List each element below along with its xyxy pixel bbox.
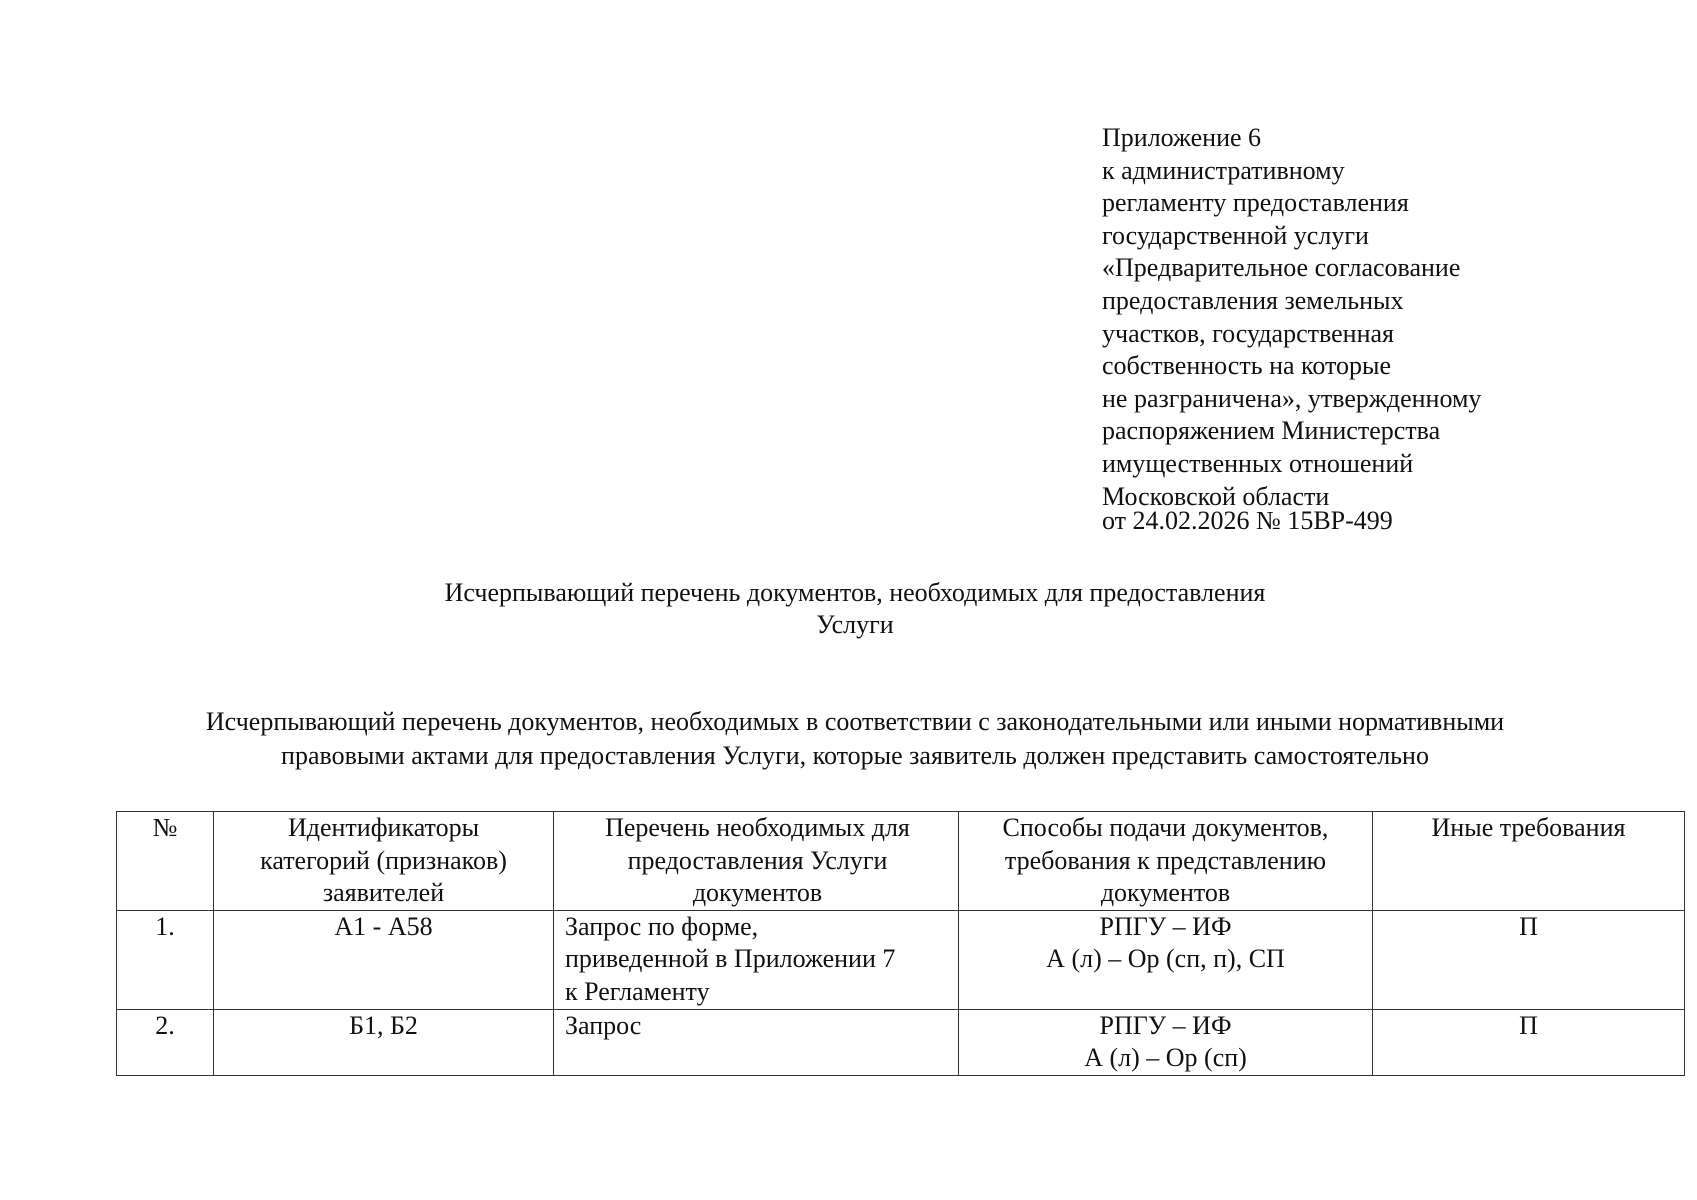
header-text: Способы подачи документов, [1002,813,1329,842]
section-subtitle [0,705,1697,773]
row-other-requirements: П [1373,910,1685,1009]
table-header-row [117,812,1685,911]
appendix-line: Приложение 6 [1102,123,1262,152]
header-text: Идентификаторы [287,813,480,842]
header-number: № [117,812,214,911]
cell-text: А (л) – Ор (сп, п), СП [1046,944,1285,973]
cell-text: к Регламенту [565,976,710,1006]
header-text: категорий (признаков) [260,845,507,875]
header-text: заявителей [322,878,445,907]
header-text: документов [692,878,823,907]
table-row [117,1009,1685,1075]
header-other-requirements: Иные требования [1373,812,1685,911]
cell-text: А (л) – Ор (сп) [1084,1043,1247,1072]
table-row [117,910,1685,1009]
row-other-requirements: П [1373,1009,1685,1075]
cell-text: РПГУ – ИФ [1099,1010,1232,1040]
row-documents-list [554,1009,959,1075]
header-applicant-ids [214,812,554,911]
row-number: 2. [117,1009,214,1075]
cell-text: приведенной в Приложении 7 [565,944,896,973]
appendix-date: от 24.02.2026 № 15ВР-499 [1102,506,1393,536]
row-applicant-ids: А1 - А58 [214,910,554,1009]
row-number: 1. [117,910,214,1009]
row-submission-ways [959,1009,1373,1075]
cell-text: РПГУ – ИФ [1099,911,1232,941]
header-text: требования к представлению [1004,845,1327,875]
header-text: предоставления Услуги [627,845,888,875]
appendix-line: регламенту предоставления [1102,188,1409,218]
appendix-line: имущественных отношений [1102,448,1414,478]
appendix-line: участков, государственная [1102,318,1394,348]
appendix-line: собственность на которые [1102,351,1392,381]
appendix-line: Московской области [1102,481,1330,511]
row-applicant-ids: Б1, Б2 [214,1009,554,1075]
cell-text: Запрос [565,1010,642,1040]
documents-table [116,811,1685,1076]
document-title-line: Услуги [816,610,894,639]
row-submission-ways [959,910,1373,1009]
appendix-line: «Предварительное согласование [1102,253,1461,283]
cell-text: Запрос по форме, [565,911,759,941]
row-documents-list [554,910,959,1009]
header-submission-ways [959,812,1373,911]
header-documents-list [554,812,959,911]
header-text: документов [1100,878,1231,907]
appendix-line: государственной услуги [1102,220,1369,250]
document-title [0,577,1697,641]
appendix-line: распоряжением Министерства [1102,416,1441,446]
appendix-block [1102,122,1662,538]
appendix-line: не разграничена», утвержденному [1102,383,1482,413]
document-title-line: Исчерпывающий перечень документов, необходимых для предоставления [444,578,1266,607]
appendix-line: предоставления земельных [1102,285,1404,315]
header-text: Перечень необходимых для [605,813,910,842]
appendix-line: к административному [1102,155,1345,185]
section-subtitle-line: правовыми актами для предоставления Услуги, которые заявитель должен представить самостоятельно [281,741,1429,770]
section-subtitle-line: Исчерпывающий перечень документов, необходимых в соответствии с законодательными или иными нормативными [205,707,1505,736]
